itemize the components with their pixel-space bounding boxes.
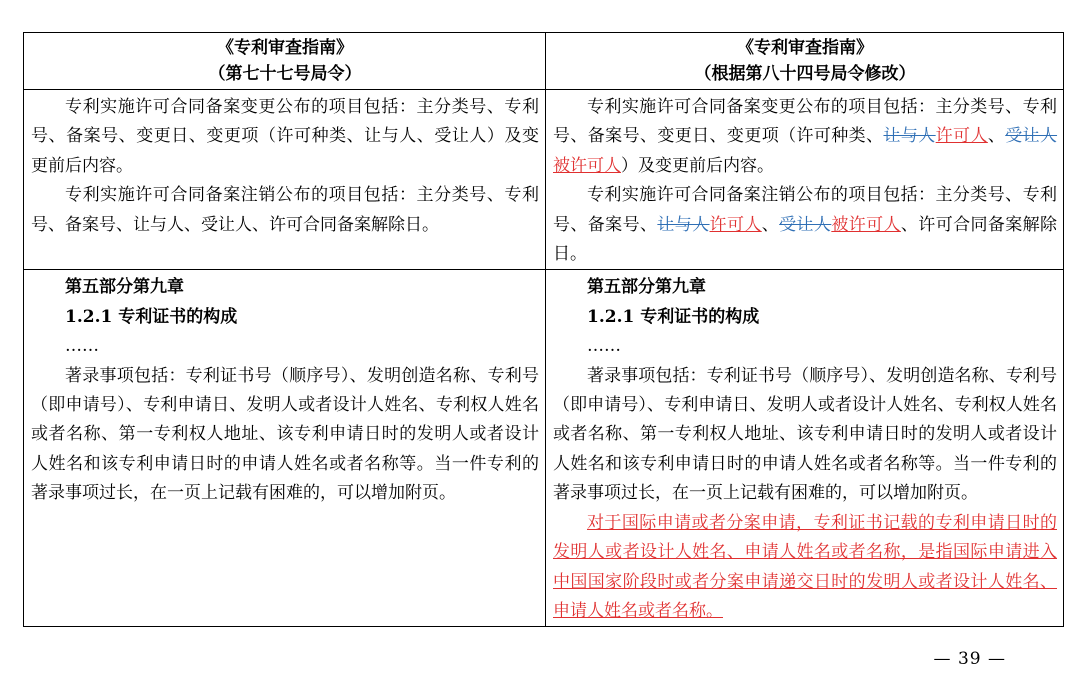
license-change-text: 专利实施许可合同备案变更公布的项目包括：主分类号、专利号、备案号、变更日、变更项（许可种类、让与人、受让人）及变更前后内容。 <box>31 97 539 176</box>
license-right-cell <box>546 90 1064 270</box>
section-heading: 1.2.1 专利证书的构成 <box>65 306 238 327</box>
header-right <box>546 33 1064 90</box>
certificate-left-cell <box>24 270 546 627</box>
deleted-text: 让与人 <box>657 214 710 235</box>
license-left-cell <box>24 90 546 270</box>
bibliographic-text: 著录事项包括：专利证书号（顺序号）、发明创造名称、专利号（即申请号）、专利申请日、发明人或者设计人姓名、专利权人姓名或者名称、第一专利权人地址、该专利申请日时的发明人或者设计人姓名和该专利申请日时的申请人姓名或者名称等。当一件专利的著录事项过长，在一页上记载有困难的，可以增加附页。 <box>553 365 1057 504</box>
license-row <box>24 90 1064 270</box>
page-number: — 39 — <box>933 649 1006 669</box>
inserted-paragraph: 对于国际申请或者分案申请，专利证书记载的专利申请日时的发明人或者设计人姓名、申请人姓名或者名称，是指国际申请进入中国国家阶段时或者分案申请递交日时的发明人或者设计人姓名、申请人姓名或者名称。 <box>553 512 1057 621</box>
left-title: 《专利审查指南》 <box>217 38 353 58</box>
license-cancel-text-revised <box>553 181 1057 269</box>
chapter-heading: 第五部分第九章 <box>587 277 706 298</box>
text-segment: 、 <box>987 126 1006 147</box>
comparison-table <box>23 32 1064 627</box>
deleted-text: 受让人 <box>779 214 832 235</box>
chapter-heading: 第五部分第九章 <box>65 277 184 298</box>
certificate-right-cell <box>546 270 1064 627</box>
inserted-text: 许可人 <box>935 126 988 147</box>
left-subtitle: （第七十七号局令） <box>208 64 362 84</box>
license-change-text-revised <box>553 93 1057 181</box>
text-segment: ）及变更前后内容。 <box>621 155 774 176</box>
header-row <box>24 33 1064 90</box>
text-segment: 、 <box>761 214 780 235</box>
license-cancel-text: 专利实施许可合同备案注销公布的项目包括：主分类号、专利号、备案号、让与人、受让人、许可合同备案解除日。 <box>31 185 539 235</box>
ellipsis: …… <box>65 336 99 357</box>
inserted-text: 被许可人 <box>831 214 901 235</box>
inserted-text: 许可人 <box>709 214 762 235</box>
text-segment: 专利实施许可合同备案变更公布的项目包括：主分类号、专利号、备案号、变更日、变更项（许可种类、 <box>553 97 1057 147</box>
text-segment: 专利实施许可合同备案注销公布的项目包括：主分类号、专利号、备案号、 <box>553 185 1057 235</box>
right-title: 《专利审查指南》 <box>737 38 873 58</box>
deleted-text: 受让人 <box>1005 126 1058 147</box>
certificate-row <box>24 270 1064 627</box>
right-subtitle: （根据第八十四号局令修改） <box>694 64 916 84</box>
deleted-text: 让与人 <box>883 126 936 147</box>
inserted-text: 被许可人 <box>553 155 621 176</box>
header-left <box>24 33 546 90</box>
bibliographic-text: 著录事项包括：专利证书号（顺序号）、发明创造名称、专利号（即申请号）、专利申请日、发明人或者设计人姓名、专利权人姓名或者名称、第一专利权人地址、该专利申请日时的发明人或者设计人姓名和该专利申请日时的申请人姓名或者名称等。当一件专利的著录事项过长，在一页上记载有困难的，可以增加附页。 <box>31 365 539 504</box>
section-heading: 1.2.1 专利证书的构成 <box>587 306 760 327</box>
ellipsis: …… <box>587 336 621 357</box>
text-segment: 、许可合同备案解除日。 <box>553 214 1058 265</box>
